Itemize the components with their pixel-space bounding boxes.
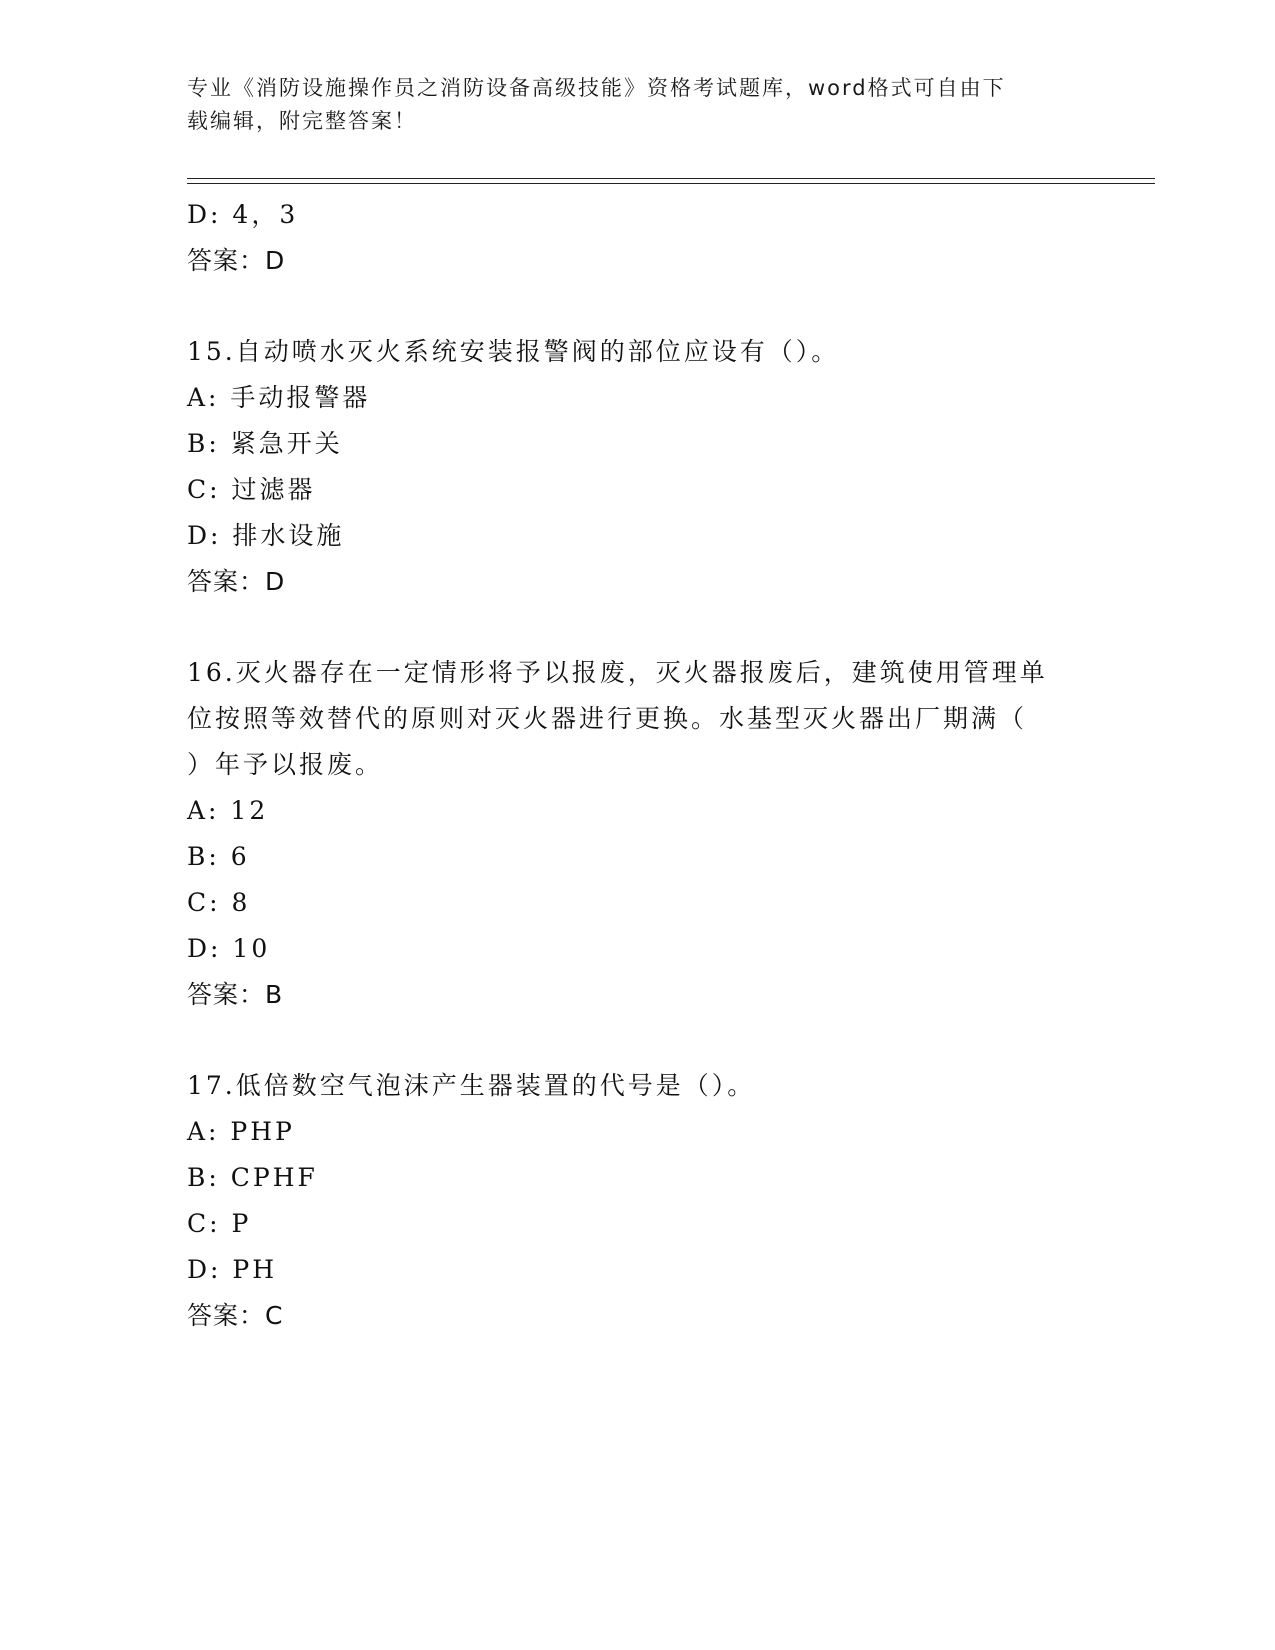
answer-line: 答案：D <box>187 567 286 596</box>
question-stem <box>187 650 1077 788</box>
question-16 <box>187 650 1077 1018</box>
option-d: D: 4，3 <box>187 200 299 229</box>
option-d: D: PH <box>187 1255 278 1284</box>
answer-line: 答案：B <box>187 980 284 1009</box>
header-line-1: 专业《消防设施操作员之消防设备高级技能》资格考试题库，word格式可自由下 <box>187 76 1006 100</box>
option-a: A: PHP <box>187 1117 295 1146</box>
option-c: C: P <box>187 1209 252 1238</box>
option-c: C: 8 <box>187 888 251 917</box>
question-17 <box>187 1063 1077 1339</box>
document-header <box>187 72 1077 138</box>
option-b: B: 紧急开关 <box>187 429 343 458</box>
stem-line: 位按照等效替代的原则对灭火器进行更换。水基型灭火器出厂期满（ <box>187 704 1028 733</box>
stem-line: 15.自动喷水灭火系统安装报警阀的部位应设有（）。 <box>187 337 840 366</box>
question-stem <box>187 1063 1077 1109</box>
question-14-continuation <box>187 192 1077 284</box>
option-a: A: 12 <box>187 796 269 825</box>
option-a: A: 手动报警器 <box>187 383 371 412</box>
option-b: B: CPHF <box>187 1163 318 1192</box>
stem-line: 17.低倍数空气泡沫产生器装置的代号是（）。 <box>187 1071 756 1100</box>
option-d: D: 10 <box>187 934 271 963</box>
stem-line: ）年予以报废。 <box>187 750 384 779</box>
answer-line: 答案：C <box>187 1301 284 1330</box>
option-b: B: 6 <box>187 842 250 871</box>
header-line-2: 载编辑，附完整答案！ <box>187 109 417 133</box>
question-list <box>187 192 1077 1384</box>
option-d: D: 排水设施 <box>187 521 345 550</box>
option-c: C: 过滤器 <box>187 475 316 504</box>
question-15 <box>187 329 1077 605</box>
header-divider-top <box>187 178 1155 179</box>
answer-line: 答案：D <box>187 246 286 275</box>
stem-line: 16.灭火器存在一定情形将予以报废，灭火器报废后，建筑使用管理单 <box>187 658 1048 687</box>
header-divider-bottom <box>187 183 1155 184</box>
question-stem <box>187 329 1077 375</box>
